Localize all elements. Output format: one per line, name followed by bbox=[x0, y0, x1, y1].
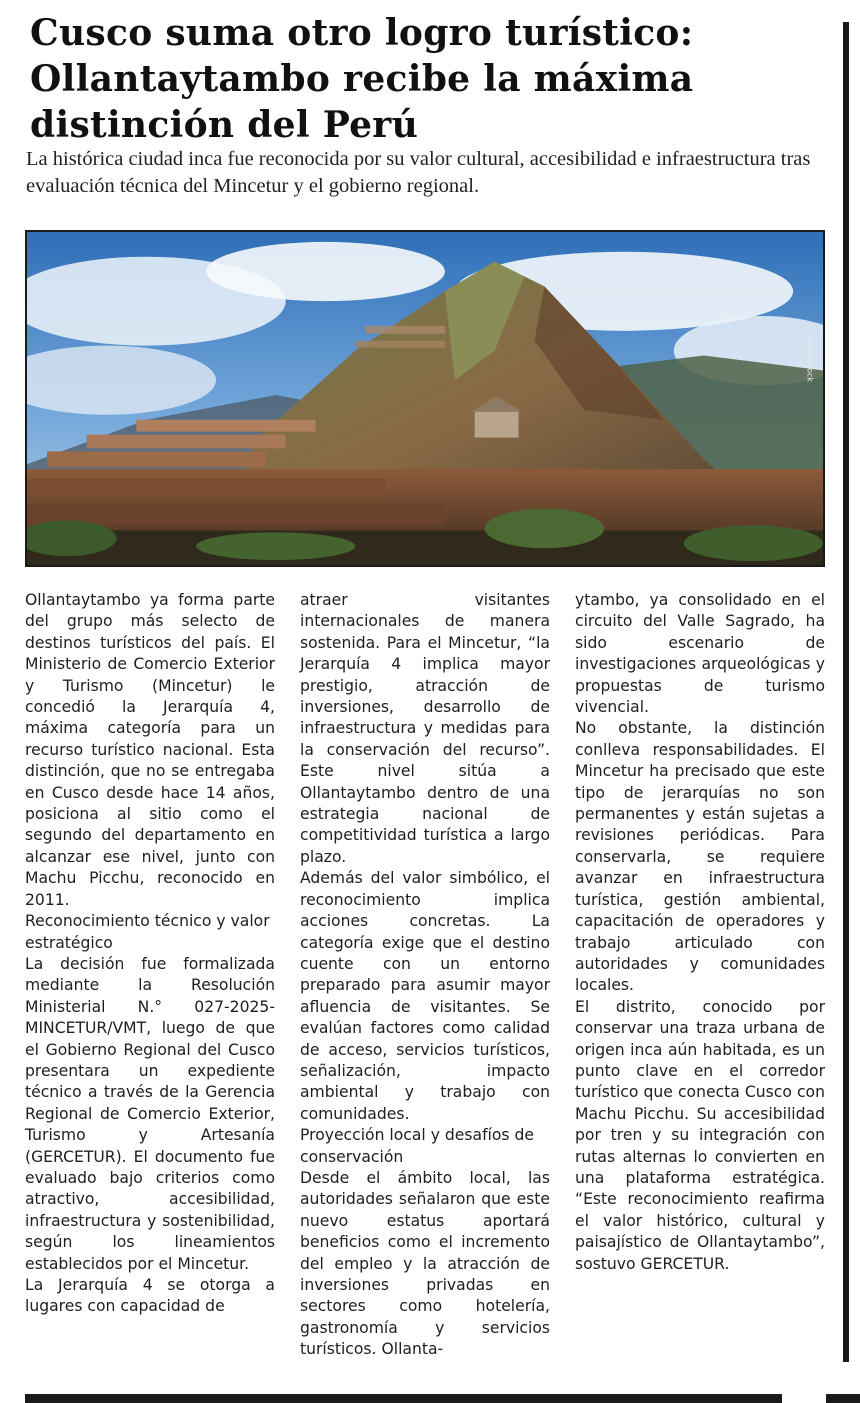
section-subheading: Reconocimiento técnico y valor estratégico bbox=[25, 912, 270, 952]
section-subheading: Proyección local y desafíos de conservación bbox=[300, 1126, 535, 1166]
body-column-1 bbox=[25, 590, 275, 1360]
footer-rule-right bbox=[826, 1394, 860, 1403]
paragraph: El distrito, conocido por conservar una traza urbana de origen inca aún habitada, es un punto clave en el corredor turístico que conecta Cusco con Machu Picchu. Su accesibilidad por tren y su integración con rutas alternas lo convierten en una plataforma estratégica. “Este reconocimiento reafirma el valor histórico, cultural y paisajístico de Ollantaytambo”, sostuvo GERCETUR. bbox=[575, 997, 825, 1273]
paragraph: La Jerarquía 4 se otorga a lugares con capacidad de bbox=[25, 1276, 275, 1316]
paragraph: No obstante, la distinción conlleva responsabilidades. El Mincetur ha precisado que este tipo de jerarquías no son permanentes y están sujetas a revisiones periódicas. Para conservarla, se requiere avanzar en infraestructura turística, gestión ambiental, capacitación de operadores y trabajo articulado con autoridades y comunidades locales. bbox=[575, 719, 825, 995]
body-column-3 bbox=[575, 590, 825, 1360]
footer-rule-left bbox=[25, 1394, 782, 1403]
paragraph: atraer visitantes internacionales de manera sostenida. Para el Mincetur, “la Jerarquía 4 implica mayor prestigio, atracción de inversiones, desarrollo de infraestructura y medidas para la conservación del recurso”. Este nivel sitúa a Ollantaytambo dentro de una estrategia nacional de competitividad turística a largo plazo. bbox=[300, 591, 550, 866]
paragraph: La decisión fue formalizada mediante la Resolución Ministerial N.° 027-2025-MINCETUR/VMT, luego de que el Gobierno Regional del Cusco presentara un expediente técnico a través de la Gerencia Regional de Comercio Exterior, Turismo y Artesanía (GERCETUR). El documento fue evaluado bajo criterios como atractivo, accesibilidad, infraestructura y sostenibilidad, según los lineamientos establecidos por el Mincetur. bbox=[25, 954, 275, 1273]
paragraph: Desde el ámbito local, las autoridades señalaron que este nuevo estatus aportará beneficios como el incremento del empleo y la atracción de inversiones privadas en sectores como hotelería, gastronomía y servicios turísticos. Ollanta- bbox=[300, 1168, 550, 1359]
headline: Cusco suma otro logro turístico: Ollantaytambo recibe la máxima distinción del Perú bbox=[30, 12, 694, 146]
paragraph: ytambo, ya consolidado en el circuito del Valle Sagrado, ha sido escenario de investigaciones arqueológicas y propuestas de turismo vivencial. bbox=[575, 591, 825, 717]
photo-credit: © shutterstock bbox=[806, 321, 815, 382]
deck-subtitle: La histórica ciudad inca fue reconocida por su valor cultural, accesibilidad e infraestructura tras evaluación técnica del Mincetur y el gobierno regional. bbox=[26, 148, 811, 197]
paragraph: Ollantaytambo ya forma parte del grupo más selecto de destinos turísticos del país. El Ministerio de Comercio Exterior y Turismo (Mincetur) le concedió la Jerarquía 4, máxima categoría para un recurso turístico nacional. Esta distinción, que no se entregaba en Cusco desde hace 14 años, posiciona al sitio como el segundo del departamento en alcanzar ese nivel, junto con Machu Picchu, reconocido en 2011. bbox=[25, 591, 275, 909]
article-body bbox=[25, 590, 825, 1360]
right-column-rule bbox=[843, 22, 849, 1362]
paragraph: Además del valor simbólico, el reconocimiento implica acciones concretas. La categoría exige que el destino cuente con un entorno preparado para asumir mayor afluencia de visitantes. Se evalúan factores como calidad de acceso, servicios turísticos, señalización, impacto ambiental y trabajo con comunidades. bbox=[300, 869, 550, 1123]
article-photo bbox=[25, 230, 825, 567]
body-column-2 bbox=[300, 590, 550, 1360]
ollantaytambo-photo-illustration bbox=[27, 232, 823, 565]
